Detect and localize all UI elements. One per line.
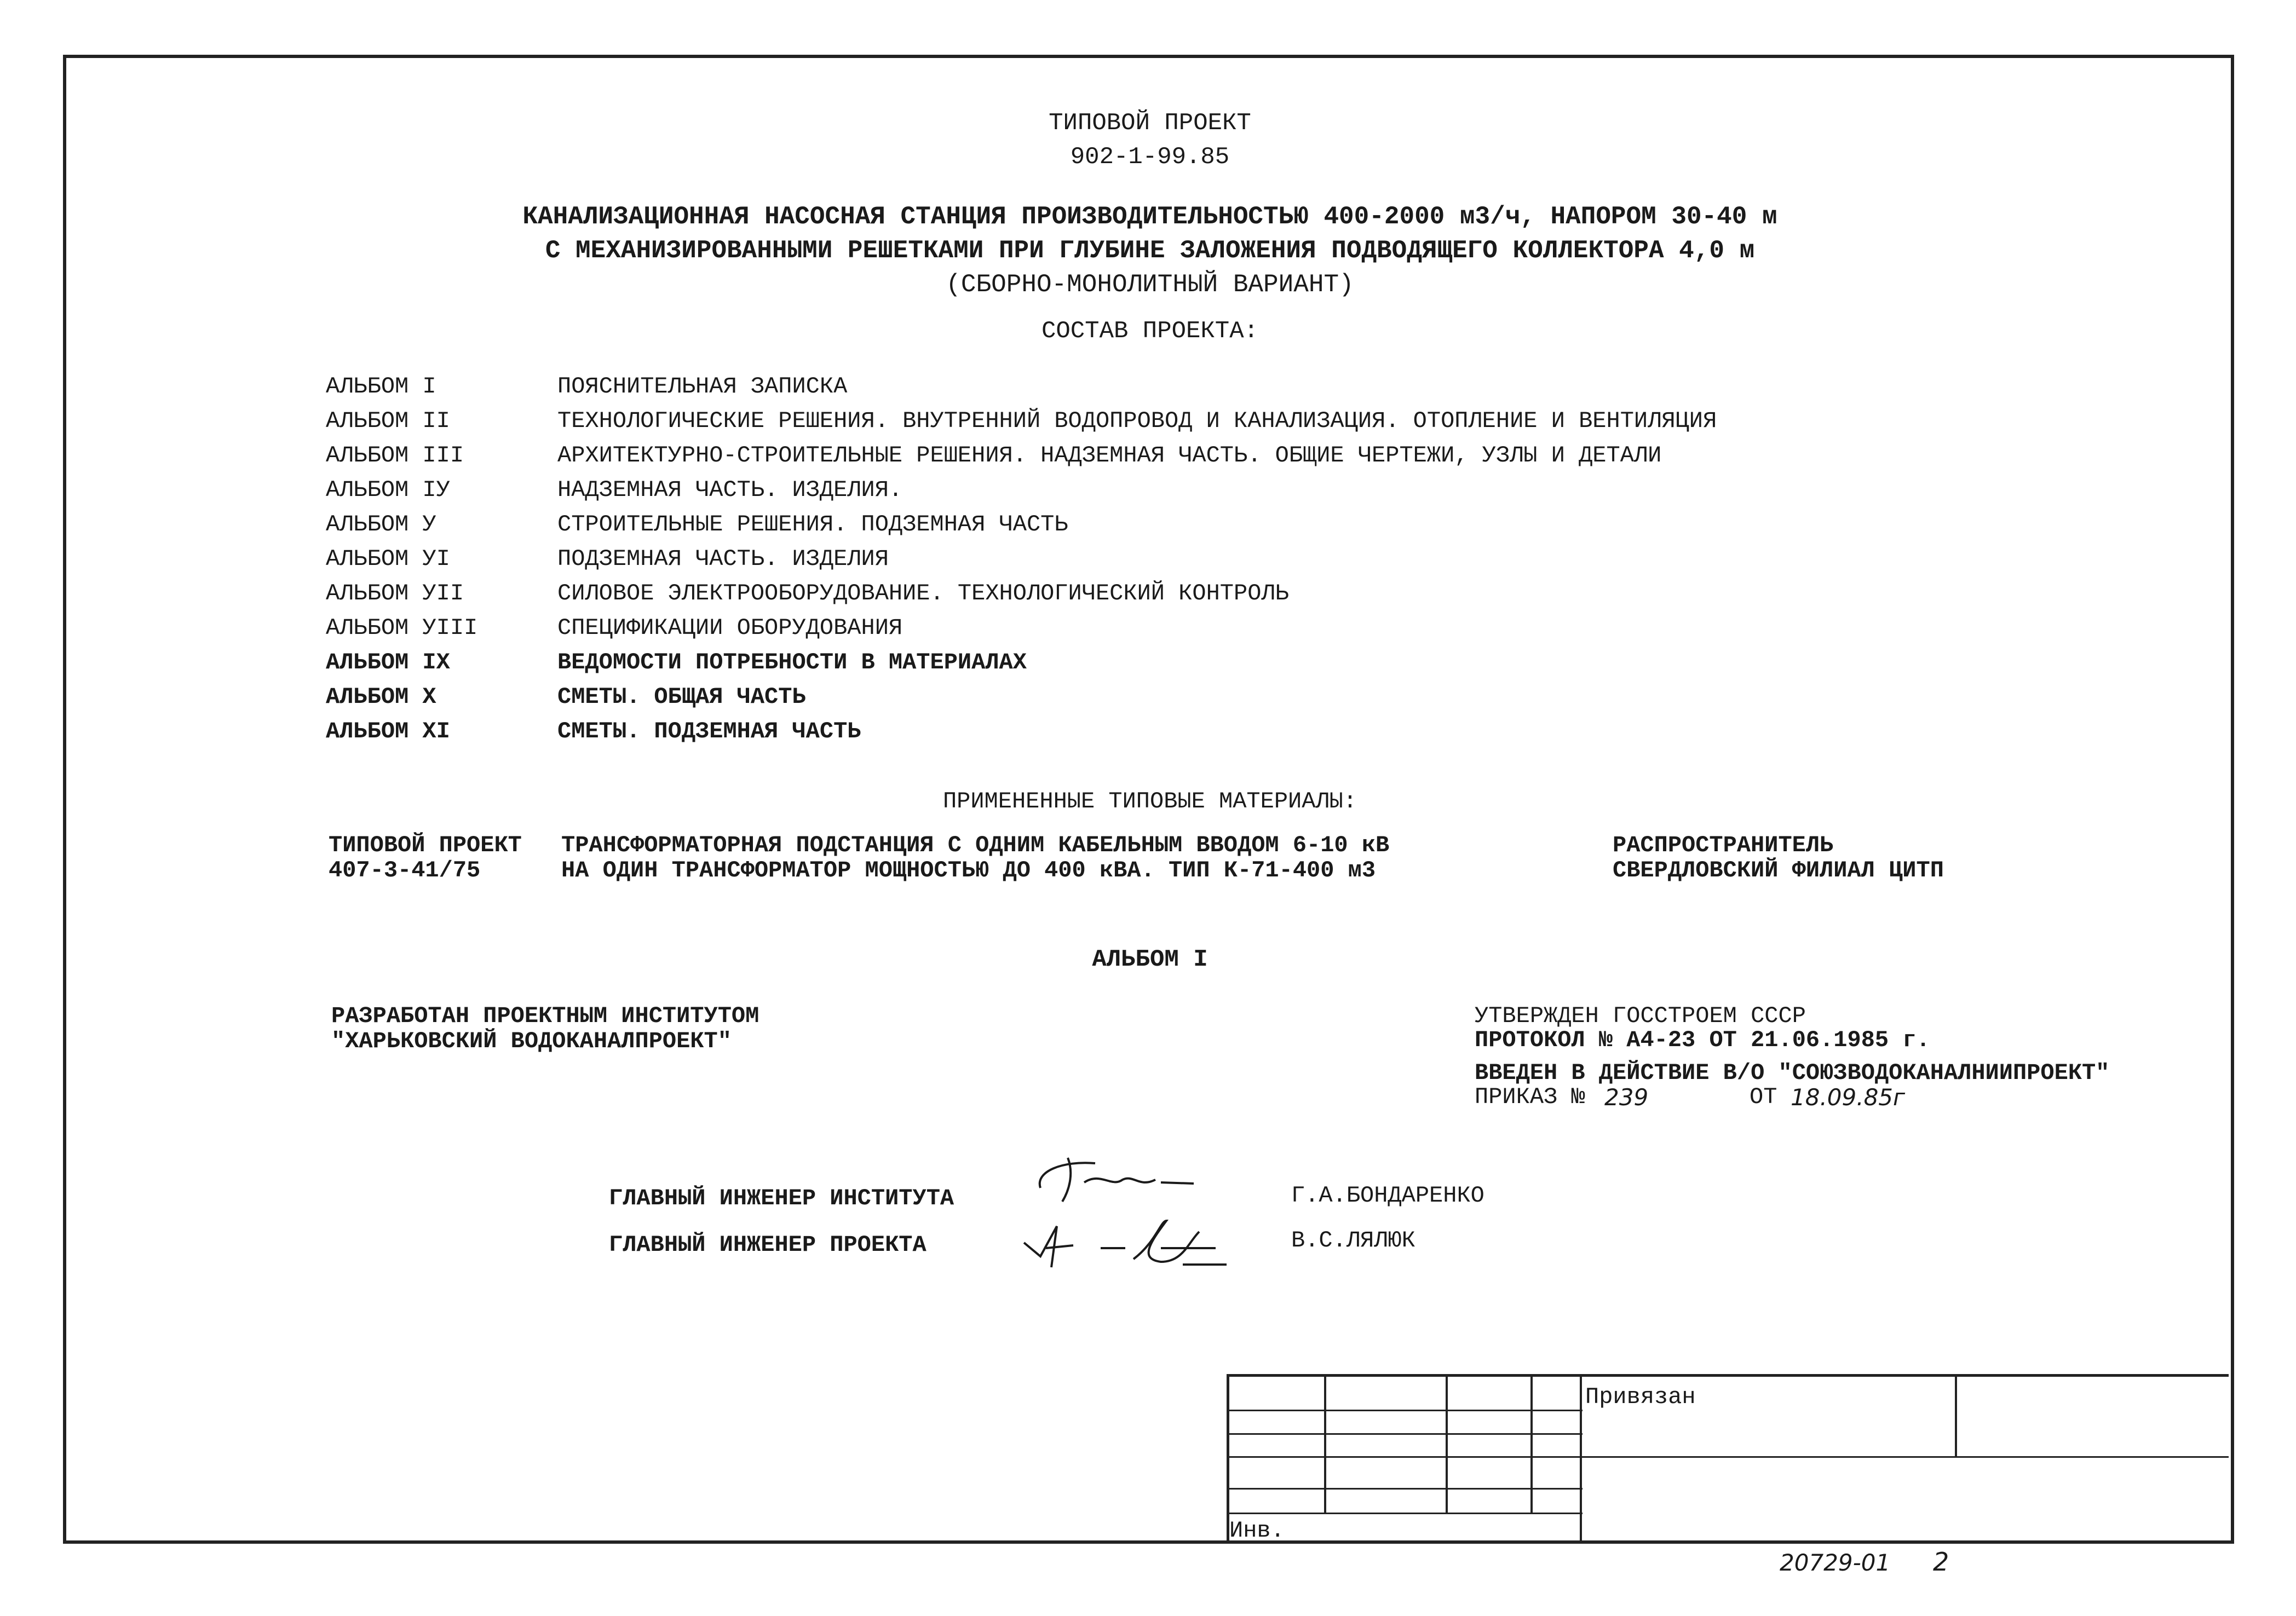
album-label: АЛЬБОМ XI [326,718,450,744]
album-label: АЛЬБОМ IУ [326,477,450,503]
signature-name: Г.А.БОНДАРЕНКО [1291,1182,1484,1209]
page-number: 2 [1933,1547,1949,1577]
approval-line-2: ПРОТОКОЛ № А4-23 ОТ 21.06.1985 г. [1475,1027,1930,1053]
album-label: АЛЬБОМ I [326,373,436,400]
album-label: АЛЬБОМ УIII [326,615,478,641]
distributor-line-1: РАСПРОСТРАНИТЕЛЬ [1613,832,1834,858]
title-line-3: (СБОРНО-МОНОЛИТНЫЙ ВАРИАНТ) [946,270,1354,299]
distributor-line-2: СВЕРДЛОВСКИЙ ФИЛИАЛ ЦИТП [1613,857,1944,884]
handwritten-signature-2 [1018,1210,1248,1276]
album-desc: СМЕТЫ. ОБЩАЯ ЧАСТЬ [557,684,806,710]
developer-line-2: "ХАРЬКОВСКИЙ ВОДОКАНАЛПРОЕКТ" [331,1028,732,1054]
album-desc: ВЕДОМОСТИ ПОТРЕБНОСТИ В МАТЕРИАЛАХ [557,649,1027,676]
materials-heading: ПРИМЕНЕННЫЕ ТИПОВЫЕ МАТЕРИАЛЫ: [942,788,1357,815]
album-desc: НАДЗЕМНАЯ ЧАСТЬ. ИЗДЕЛИЯ. [557,477,903,503]
materials-desc-line-2: НА ОДИН ТРАНСФОРМАТОР МОЩНОСТЬЮ ДО 400 кВА. ТИП К-71-400 м3 [561,857,1376,884]
album-desc: СПЕЦИФИКАЦИИ ОБОРУДОВАНИЯ [557,615,903,641]
title-line-2: С МЕХАНИЗИРОВАННЫМИ РЕШЕТКАМИ ПРИ ГЛУБИНЕ ЗАЛОЖЕНИЯ ПОДВОДЯЩЕГО КОЛЛЕКТОРА 4,0 м [545,236,1755,265]
approval-line-3: ВВЕДЕН В ДЕЙСТВИЕ В/О "СОЮЗВОДОКАНАЛНИИПРОЕКТ" [1475,1060,2110,1086]
signature-role: ГЛАВНЫЙ ИНЖЕНЕР ИНСТИТУТА [609,1185,954,1211]
document-code: 20729-01 [1780,1549,1891,1576]
album-desc: ПОДЗЕМНАЯ ЧАСТЬ. ИЗДЕЛИЯ [557,546,889,572]
stamp-col [1955,1374,1957,1456]
album-desc: СИЛОВОЕ ЭЛЕКТРООБОРУДОВАНИЕ. ТЕХНОЛОГИЧЕСКИЙ КОНТРОЛЬ [557,580,1289,607]
order-date: 18.09.85г [1791,1084,1906,1111]
stamp-border-top [1227,1374,2229,1377]
album-label: АЛЬБОМ III [326,442,464,469]
album-label: АЛЬБОМ УII [326,580,464,607]
album-label: АЛЬБОМ II [326,408,450,434]
materials-desc-line-1: ТРАНСФОРМАТОРНАЯ ПОДСТАНЦИЯ С ОДНИМ КАБЕЛЬНЫМ ВВОДОМ 6-10 кВ [561,832,1390,858]
stamp-line [1227,1410,1583,1411]
album-label: АЛЬБОМ X [326,684,436,710]
stamp-col [1580,1374,1582,1544]
materials-ref-line-1: ТИПОВОЙ ПРОЕКТ [329,832,522,858]
stamp-bound-label: Привязан [1585,1384,1696,1410]
stamp-col [1324,1374,1326,1514]
order-number: 239 [1604,1084,1649,1111]
stamp-line [1227,1433,1583,1435]
stamp-col [1530,1374,1533,1514]
project-type: ТИПОВОЙ ПРОЕКТ [1049,109,1251,137]
stamp-line [1227,1456,2229,1458]
album-label: АЛЬБОМ IX [326,649,450,676]
stamp-col [1446,1374,1448,1514]
stamp-inv-label: Инв. [1229,1517,1285,1544]
materials-ref-line-2: 407-3-41/75 [329,857,481,884]
handwritten-signature-1 [1029,1150,1238,1210]
project-number: 902-1-99.85 [1070,143,1230,171]
album-desc: АРХИТЕКТУРНО-СТРОИТЕЛЬНЫЕ РЕШЕНИЯ. НАДЗЕМНАЯ ЧАСТЬ. ОБЩИЕ ЧЕРТЕЖИ, УЗЛЫ И ДЕТАЛИ [557,442,1662,469]
developer-line-1: РАЗРАБОТАН ПРОЕКТНЫМ ИНСТИТУТОМ [331,1003,759,1029]
stamp-line [1227,1488,1583,1490]
order-label: ПРИКАЗ № [1475,1084,1585,1110]
album-desc: ПОЯСНИТЕЛЬНАЯ ЗАПИСКА [557,373,848,400]
album-label: АЛЬБОМ У [326,511,436,538]
title-line-1: КАНАЛИЗАЦИОННАЯ НАСОСНАЯ СТАНЦИЯ ПРОИЗВОДИТЕЛЬНОСТЬЮ 400-2000 м3/ч, НАПОРОМ 30-40 м [522,203,1777,231]
album-desc: СТРОИТЕЛЬНЫЕ РЕШЕНИЯ. ПОДЗЕМНАЯ ЧАСТЬ [557,511,1068,538]
signature-name: В.С.ЛЯЛЮК [1291,1227,1415,1254]
composition-heading: СОСТАВ ПРОЕКТА: [1041,318,1259,345]
approval-line-1: УТВЕРЖДЕН ГОССТРОЕМ СССР [1475,1003,1806,1029]
order-date-label: ОТ [1750,1084,1777,1110]
album-desc: СМЕТЫ. ПОДЗЕМНАЯ ЧАСТЬ [557,718,861,744]
album-title: АЛЬБОМ I [1092,946,1208,973]
signature-role: ГЛАВНЫЙ ИНЖЕНЕР ПРОЕКТА [609,1232,927,1258]
album-desc: ТЕХНОЛОГИЧЕСКИЕ РЕШЕНИЯ. ВНУТРЕННИЙ ВОДОПРОВОД И КАНАЛИЗАЦИЯ. ОТОПЛЕНИЕ И ВЕНТИЛЯЦИЯ [557,408,1717,434]
album-label: АЛЬБОМ УI [326,546,450,572]
stamp-line [1227,1513,1583,1514]
